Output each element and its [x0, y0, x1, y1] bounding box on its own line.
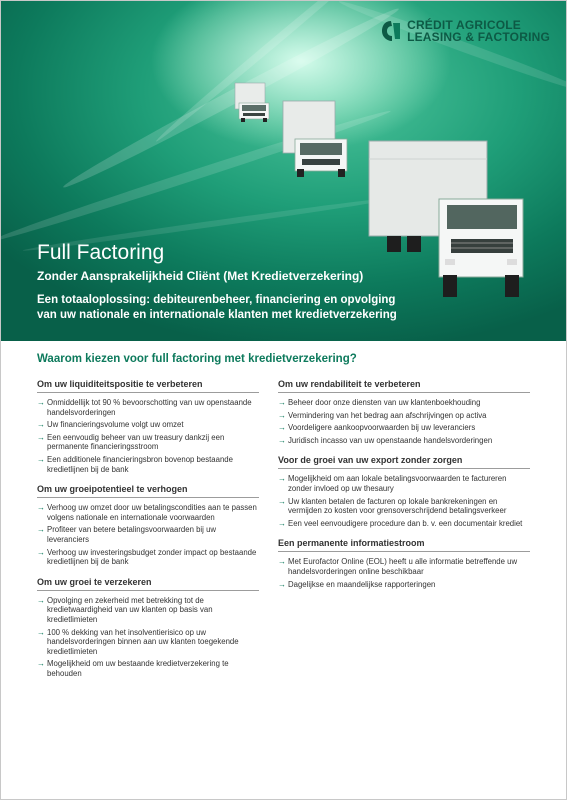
benefit-section: [37, 484, 259, 567]
credit-agricole-logo-icon: [380, 19, 402, 43]
benefit-item: [278, 411, 530, 421]
arrow-icon: →: [278, 496, 286, 506]
benefit-text: Mogelijkheid om uw bestaande kredietverzekering te behouden: [47, 659, 229, 678]
lead-text: [37, 293, 537, 323]
arrow-icon: →: [37, 525, 45, 535]
light-streak: [337, 1, 566, 95]
benefit-item: [37, 503, 259, 522]
benefit-text: Verhoog uw omzet door uw betalingscondities aan te passen volgens nationale en internationale voorwaarden: [47, 503, 257, 522]
benefit-text: Voordeligere aankoopvoorwaarden bij uw leveranciers: [288, 423, 476, 433]
arrow-icon: →: [37, 627, 45, 637]
benefit-item: [37, 628, 259, 657]
benefit-section: [37, 379, 259, 474]
benefit-text: Opvolging en zekerheid met betrekking tot de kredietwaardigheid van uw klanten op basis van kredietlimieten: [47, 595, 213, 624]
hero-banner: [1, 1, 566, 341]
benefit-text: Met Eurofactor Online (EOL) heeft u alle informatie betreffende uw handelsvorderingen online beschikbaar: [288, 557, 518, 576]
arrow-icon: →: [278, 423, 286, 433]
benefit-item: [37, 525, 259, 544]
arrow-icon: →: [37, 503, 45, 513]
benefit-text: Vermindering van het bedrag aan afschrijvingen op activa: [288, 410, 487, 420]
arrow-icon: →: [37, 659, 45, 669]
benefit-section: [37, 577, 259, 679]
benefit-text: 100 % dekking van het insolventierisico op uw handelsvorderingen binnen aan uw klanten toegekende kredietlimieten: [47, 627, 239, 656]
arrow-icon: →: [278, 435, 286, 445]
brand-name-line1: CRÉDIT AGRICOLE: [407, 18, 521, 32]
benefit-item: [37, 659, 259, 678]
lead-line: Een totaaloplossing: debiteurenbeheer, financiering en opvolging: [37, 294, 396, 306]
arrow-icon: →: [37, 595, 45, 605]
section-title: Om uw groeipotentieel te verhogen: [37, 484, 259, 498]
arrow-icon: →: [278, 557, 286, 567]
truck-image: [281, 99, 353, 179]
benefit-text: Een veel eenvoudigere procedure dan b. v. een documentair krediet: [288, 518, 523, 528]
benefit-text: Juridisch incasso van uw openstaande handelsvorderingen: [288, 435, 493, 445]
arrow-icon: →: [278, 474, 286, 484]
benefit-text: Een additionele financieringsbron bovenop bestaande kredietlijnen bij de bank: [47, 454, 233, 474]
benefit-item: [278, 436, 530, 446]
benefit-section: [278, 538, 530, 589]
benefit-item: [37, 433, 259, 452]
section-title: Een permanente informatiestroom: [278, 538, 530, 552]
arrow-icon: →: [278, 518, 286, 528]
section-title: Om uw liquiditeitspositie te verbeteren: [37, 379, 259, 393]
benefit-text: Mogelijkheid om aan lokale betalingsvoorwaarden te factureren zonder invloed op uw thesaury: [288, 474, 507, 493]
benefit-text: Verhoog uw investeringsbudget zonder impact op bestaande kredietlijnen bij de bank: [47, 547, 257, 567]
benefit-text: Profiteer van betere betalingsvoorwaarden bij uw leveranciers: [47, 525, 217, 544]
arrow-icon: →: [37, 547, 45, 557]
page-subtitle: Zonder Aansprakelijkheid Cliënt (Met Kredietverzekering): [37, 269, 364, 283]
arrow-icon: →: [278, 579, 286, 589]
benefit-section: [278, 455, 530, 528]
benefit-item: [37, 420, 259, 430]
benefit-item: [278, 497, 530, 516]
brand-logo: [380, 19, 550, 43]
arrow-icon: →: [278, 398, 286, 407]
benefit-item: [37, 596, 259, 625]
benefit-item: [37, 398, 259, 417]
brand-name-line2: LEASING & FACTORING: [407, 30, 550, 44]
arrow-icon: →: [278, 410, 286, 420]
benefit-item: [278, 474, 530, 493]
main-heading: Waarom kiezen voor full factoring met kredietverzekering?: [37, 353, 357, 365]
benefit-text: Een eenvoudig beheer van uw treasury dankzij een permanente financieringsstroom: [47, 432, 225, 452]
right-column: [278, 379, 530, 599]
benefit-item: [278, 423, 530, 433]
benefit-text: Beheer door onze diensten van uw klantenboekhouding: [288, 398, 481, 407]
benefit-item: [37, 455, 259, 474]
section-title: Om uw rendabiliteit te verbeteren: [278, 379, 530, 393]
benefit-text: Uw klanten betalen de facturen op lokale bankrekeningen en vermijden zo kosten voor grensoverschrijdend betalingsverkeer: [288, 496, 507, 516]
benefit-text: Uw financieringsvolume volgt uw omzet: [47, 420, 184, 430]
benefit-item: [278, 580, 530, 590]
page-title: Full Factoring: [37, 241, 165, 264]
benefit-item: [278, 557, 530, 576]
section-title: Om uw groei te verzekeren: [37, 577, 259, 591]
arrow-icon: →: [37, 420, 45, 430]
benefit-section: [278, 379, 530, 445]
benefit-item: [37, 548, 259, 567]
benefit-text: Onmiddellijk tot 90 % bevoorschotting van uw openstaande handelsvorderingen: [47, 398, 252, 417]
section-title: Voor de groei van uw export zonder zorgen: [278, 455, 530, 469]
benefit-text: Dagelijkse en maandelijkse rapporteringen: [288, 579, 436, 589]
benefit-item: [278, 519, 530, 529]
left-column: [37, 379, 259, 688]
arrow-icon: →: [37, 454, 45, 464]
arrow-icon: →: [37, 398, 45, 407]
arrow-icon: →: [37, 432, 45, 442]
truck-image: [367, 139, 527, 304]
lead-line: van uw nationale en internationale klanten met kredietverzekering: [37, 309, 397, 321]
truck-image: [233, 81, 273, 123]
benefit-item: [278, 398, 530, 408]
